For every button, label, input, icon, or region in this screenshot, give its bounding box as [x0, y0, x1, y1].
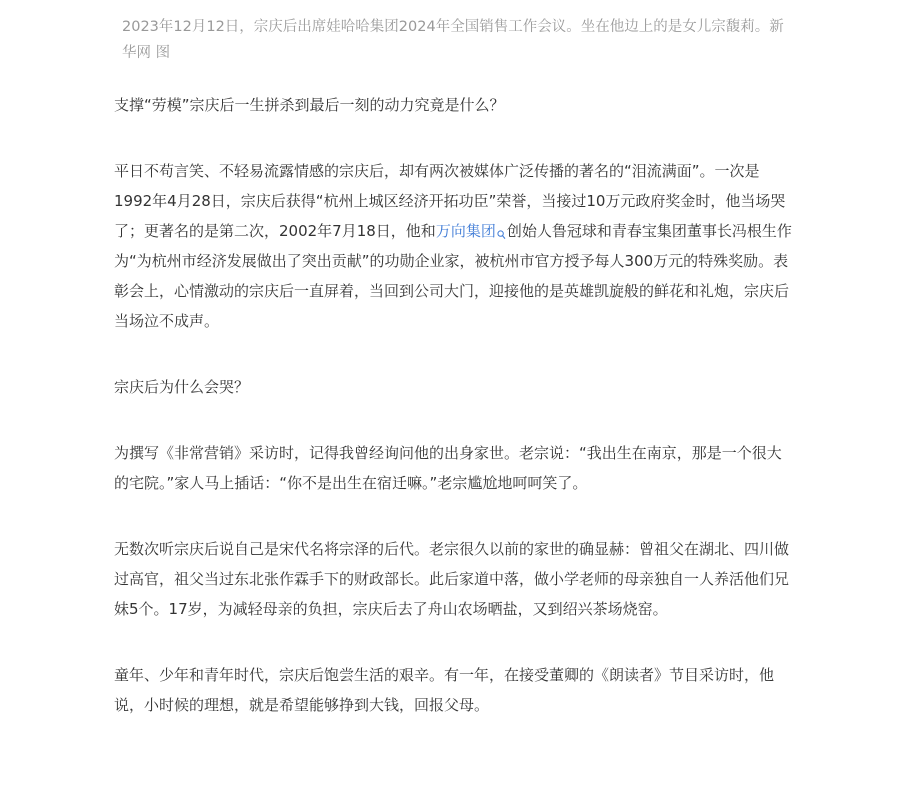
paragraph-question: 支撑“劳模”宗庆后一生拼杀到最后一刻的动力究竟是什么？ [114, 96, 505, 114]
wanxiang-group-link[interactable]: 万向集团 [435, 222, 496, 240]
paragraph-text: 平日不苟言笑、不轻易流露情感的宗庆后，却有两次被媒体广泛传播的著名的“泪流满面”。一次是1992年4月28日，宗庆后获得“杭州上城区经济开拓功臣”荣誉，当接过10万元政府奖金时，他当场哭了；更著名的是第二次，2002年7月18日，他和 [114, 162, 786, 240]
paragraph-text: 创始人鲁冠球和青春宝集团董事长冯根生作为“为杭州市经济发展做出了突出贡献”的功勋企业家，被杭州市官方授予每人300万元的特殊奖励。表彰会上，心情激动的宗庆后一直屏着，当回到公司大门，迎接他的是英雄凯旋般的鲜花和礼炮，宗庆后当场泣不成声。 [114, 222, 792, 330]
paragraph-tears [114, 156, 794, 336]
image-caption: 2023年12月12日，宗庆后出席娃哈哈集团2024年全国销售工作会议。坐在他边上的是女儿宗馥莉。新华网 图 [122, 19, 784, 61]
article-body [114, 0, 794, 720]
paragraph-ancestry: 无数次听宗庆后说自己是宋代名将宗泽的后代。老宗很久以前的家世的确显赫：曾祖父在湖北、四川做过高官，祖父当过东北张作霖手下的财政部长。此后家道中落，做小学老师的母亲独自一人养活他们兄妹5个。17岁，为减轻母亲的负担，宗庆后去了舟山农场晒盐，又到绍兴茶场烧窑。 [114, 540, 790, 618]
paragraph-why-cry: 宗庆后为什么会哭？ [114, 378, 250, 396]
paragraph-childhood: 童年、少年和青年时代，宗庆后饱尝生活的艰辛。有一年，在接受董卿的《朗读者》节目采访时，他说，小时候的理想，就是希望能够挣到大钱，回报父母。 [114, 666, 775, 714]
paragraph-family-origin: 为撰写《非常营销》采访时，记得我曾经询问他的出身家世。老宗说：“我出生在南京，那是一个很大的宅院。”家人马上插话：“你不是出生在宿迁嘛。”老宗尴尬地呵呵笑了。 [114, 444, 782, 492]
search-icon[interactable] [497, 220, 506, 230]
